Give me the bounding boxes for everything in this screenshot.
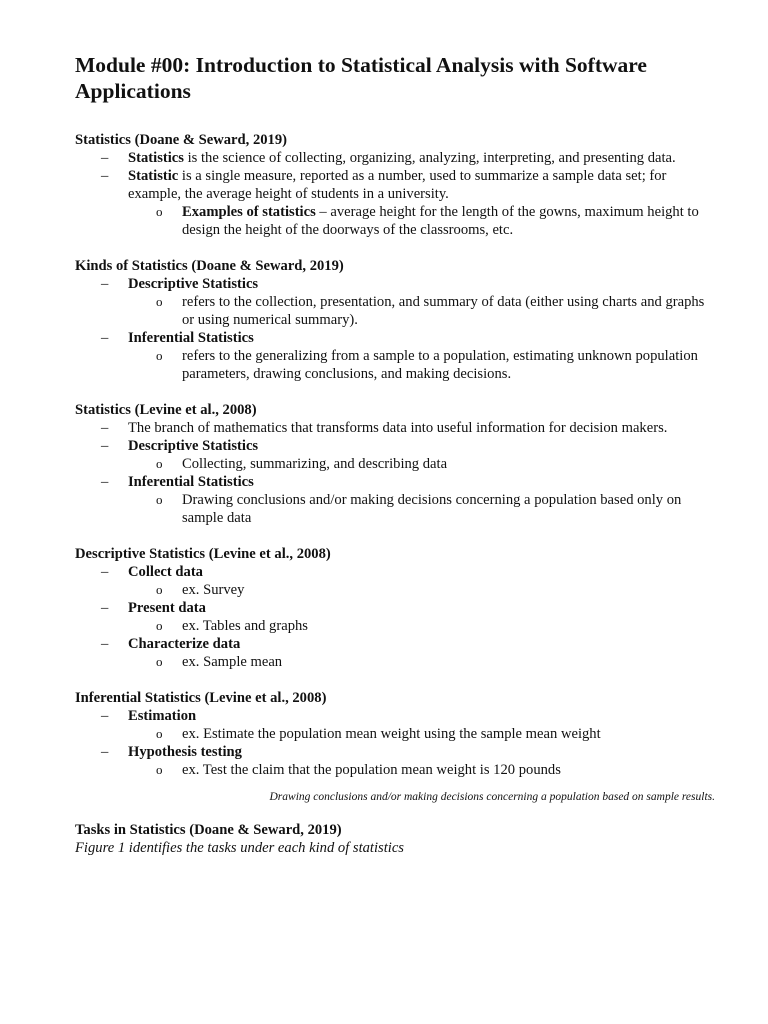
term: Estimation bbox=[128, 708, 197, 724]
circle-bullet: o bbox=[156, 582, 163, 597]
list-item bbox=[75, 707, 715, 725]
page-title: Module #00: Introduction to Statistical Analysis with Software Applications bbox=[75, 53, 647, 103]
sub-list-item bbox=[75, 203, 715, 239]
sub-item-text: ex. Tables and graphs bbox=[182, 618, 308, 634]
term: Hypothesis testing bbox=[128, 744, 242, 760]
sub-item-text: ex. Estimate the population mean weight using the sample mean weight bbox=[182, 726, 601, 742]
dash-bullet: – bbox=[101, 276, 109, 292]
item-text: is the science of collecting, organizing, analyzing, interpreting, and presenting data. bbox=[183, 150, 676, 166]
term: Characterize data bbox=[128, 636, 241, 652]
section-spacer bbox=[75, 671, 715, 689]
list-item bbox=[75, 329, 715, 347]
sub-list-item bbox=[75, 761, 715, 779]
list-item bbox=[75, 167, 715, 203]
circle-bullet: o bbox=[156, 654, 163, 669]
dash-bullet: – bbox=[101, 708, 109, 724]
tasks-heading: Tasks in Statistics (Doane & Seward, 2019) bbox=[75, 822, 342, 838]
item-text: is a single measure, reported as a number, used to summarize a sample data set; for example, the average height of students in a university. bbox=[128, 168, 667, 202]
sub-item-text: ex. Sample mean bbox=[182, 654, 283, 670]
term: Descriptive Statistics bbox=[128, 276, 259, 292]
term: Examples of statistics bbox=[182, 204, 316, 220]
list-item bbox=[75, 275, 715, 293]
section-heading: Statistics (Doane & Seward, 2019) bbox=[75, 132, 287, 148]
dash-bullet: – bbox=[101, 420, 109, 436]
section-heading: Inferential Statistics (Levine et al., 2008) bbox=[75, 690, 327, 706]
dash-bullet: – bbox=[101, 168, 109, 184]
term: Present data bbox=[128, 600, 206, 616]
circle-bullet: o bbox=[156, 762, 163, 777]
circle-bullet: o bbox=[156, 348, 163, 363]
term: Inferential Statistics bbox=[128, 474, 254, 490]
list-item bbox=[75, 149, 715, 167]
circle-bullet: o bbox=[156, 456, 163, 471]
sub-list-item bbox=[75, 653, 715, 671]
sub-item-text: Drawing conclusions and/or making decisions concerning a population based only on sample data bbox=[182, 492, 682, 526]
caption: Drawing conclusions and/or making decisions concerning a population based on sample results. bbox=[269, 791, 715, 803]
sub-item-text: Collecting, summarizing, and describing data bbox=[182, 456, 448, 472]
dash-bullet: – bbox=[101, 150, 109, 166]
section-heading: Statistics (Levine et al., 2008) bbox=[75, 402, 257, 418]
dash-bullet: – bbox=[101, 330, 109, 346]
sub-list-item bbox=[75, 617, 715, 635]
sub-list-item bbox=[75, 491, 715, 527]
dash-bullet: – bbox=[101, 474, 109, 490]
dash-bullet: – bbox=[101, 438, 109, 454]
section-spacer bbox=[75, 239, 715, 257]
circle-bullet: o bbox=[156, 492, 163, 507]
list-item bbox=[75, 563, 715, 581]
document-page bbox=[75, 52, 715, 857]
circle-bullet: o bbox=[156, 726, 163, 741]
section-heading: Kinds of Statistics (Doane & Seward, 2019) bbox=[75, 258, 344, 274]
sub-item-text: refers to the collection, presentation, and summary of data (either using charts and graphs or using numerical summary). bbox=[182, 294, 705, 328]
list-item bbox=[75, 635, 715, 653]
sub-list-item bbox=[75, 581, 715, 599]
section-spacer bbox=[75, 383, 715, 401]
sub-item-text: – average height for the length of the gowns, maximum height to design the height of the doorways of the classrooms, etc. bbox=[182, 204, 699, 238]
sections-container bbox=[75, 131, 715, 779]
term: Collect data bbox=[128, 564, 203, 580]
sub-list-item bbox=[75, 347, 715, 383]
sub-item-text: refers to the generalizing from a sample to a population, estimating unknown population parameters, drawing conclusions, and making decisions. bbox=[182, 348, 698, 382]
term: Descriptive Statistics bbox=[128, 438, 259, 454]
list-item bbox=[75, 473, 715, 491]
sub-list-item bbox=[75, 455, 715, 473]
dash-bullet: – bbox=[101, 600, 109, 616]
sub-item-text: ex. Survey bbox=[182, 582, 245, 598]
circle-bullet: o bbox=[156, 294, 163, 309]
section-spacer bbox=[75, 527, 715, 545]
sub-item-text: ex. Test the claim that the population mean weight is 120 pounds bbox=[182, 762, 561, 778]
dash-bullet: – bbox=[101, 564, 109, 580]
list-item bbox=[75, 419, 715, 437]
circle-bullet: o bbox=[156, 618, 163, 633]
term: Inferential Statistics bbox=[128, 330, 254, 346]
dash-bullet: – bbox=[101, 744, 109, 760]
figure-reference: Figure 1 identifies the tasks under each kind of statistics bbox=[75, 840, 404, 856]
item-text: The branch of mathematics that transforms data into useful information for decision makers. bbox=[128, 420, 668, 436]
term: Statistics bbox=[128, 150, 184, 166]
list-item bbox=[75, 599, 715, 617]
term: Statistic bbox=[128, 168, 179, 184]
section-heading: Descriptive Statistics (Levine et al., 2008) bbox=[75, 546, 331, 562]
list-item bbox=[75, 437, 715, 455]
list-item bbox=[75, 743, 715, 761]
dash-bullet: – bbox=[101, 636, 109, 652]
sub-list-item bbox=[75, 293, 715, 329]
circle-bullet: o bbox=[156, 204, 163, 219]
sub-list-item bbox=[75, 725, 715, 743]
